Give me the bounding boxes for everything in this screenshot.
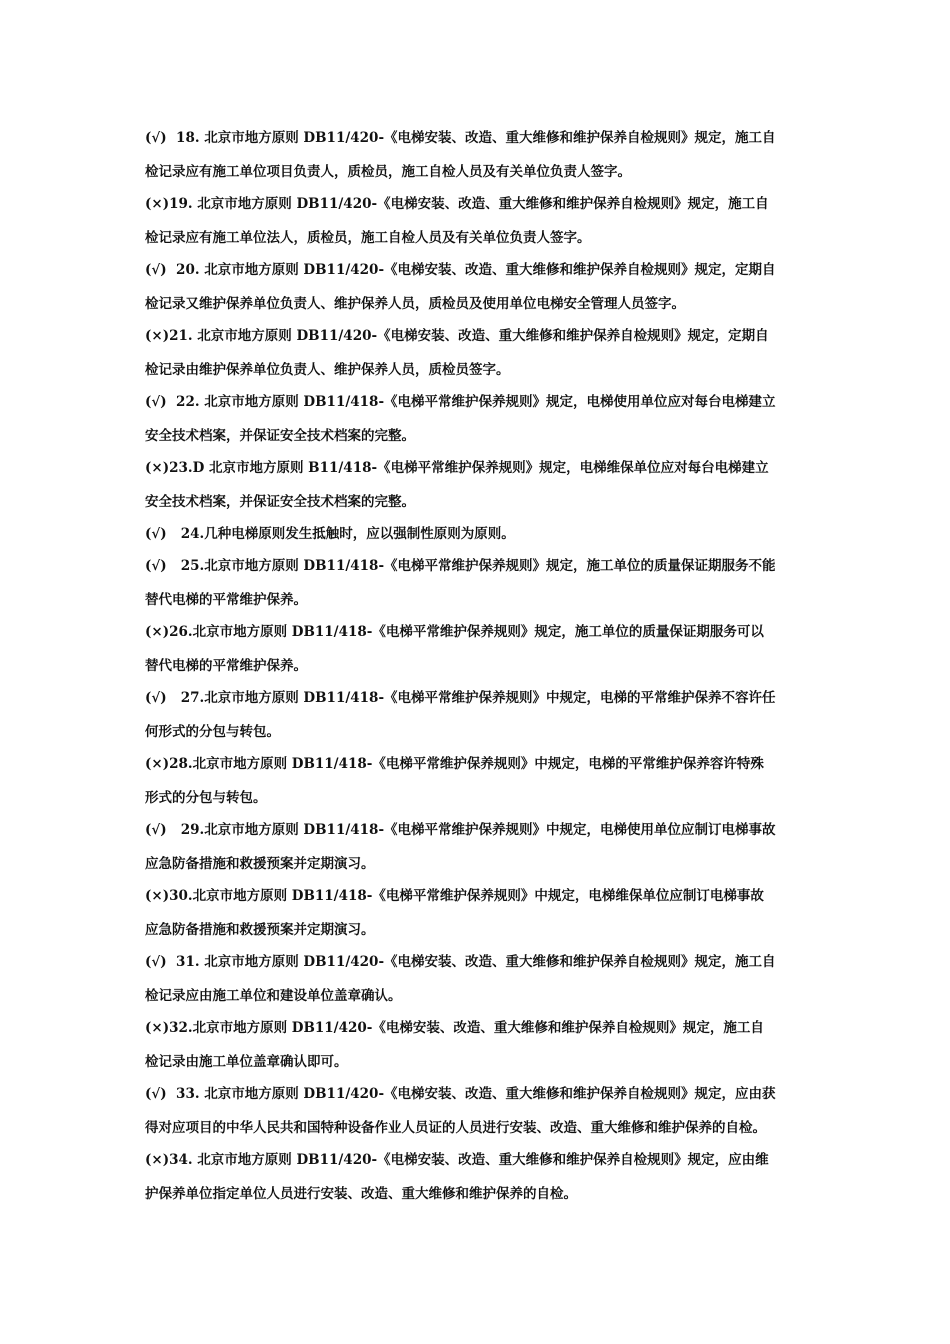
- question-text-continued: 检记录又维护保养单位负责人、维护保养人员，质检员及使用单位电梯安全管理人员签字。: [145, 296, 685, 312]
- question-text: (×)26.北京市地方原则 DB11/418-《电梯平常维护保养规则》规定，施工单位的质量保证期服务可以: [145, 624, 764, 640]
- question-text-continued: 替代电梯的平常维护保养。: [145, 658, 307, 674]
- question-item: [145, 128, 815, 182]
- question-item: [145, 1150, 815, 1204]
- question-item: [145, 886, 815, 940]
- question-text: (×)23.D 北京市地方原则 B11/418-《电梯平常维护保养规则》规定，电梯维保单位应对每台电梯建立: [145, 460, 769, 476]
- question-text-continued: 安全技术档案，并保证安全技术档案的完整。: [145, 428, 415, 444]
- question-text: (×)34. 北京市地方原则 DB11/420-《电梯安装、改造、重大维修和维护保养自检规则》规定，应由维: [145, 1152, 769, 1168]
- question-text: (√) 18. 北京市地方原则 DB11/420-《电梯安装、改造、重大维修和维护保养自检规则》规定，施工自: [145, 130, 776, 146]
- question-item: [145, 326, 815, 380]
- question-text-continued: 应急防备措施和救援预案并定期演习。: [145, 856, 375, 872]
- question-text-continued: 何形式的分包与转包。: [145, 724, 280, 740]
- question-text: (√) 20. 北京市地方原则 DB11/420-《电梯安装、改造、重大维修和维护保养自检规则》规定，定期自: [145, 262, 776, 278]
- question-text: (√) 22. 北京市地方原则 DB11/418-《电梯平常维护保养规则》规定，电梯使用单位应对每台电梯建立: [145, 394, 776, 410]
- question-text-continued: 替代电梯的平常维护保养。: [145, 592, 307, 608]
- question-text: (×)28.北京市地方原则 DB11/418-《电梯平常维护保养规则》中规定，电梯的平常维护保养容许特殊: [145, 756, 764, 772]
- question-text-continued: 得对应项目的中华人民共和国特种设备作业人员证的人员进行安装、改造、重大维修和维护保养的自检。: [145, 1120, 766, 1136]
- question-text-continued: 检记录由施工单位盖章确认即可。: [145, 1054, 348, 1070]
- question-text: (√) 27.北京市地方原则 DB11/418-《电梯平常维护保养规则》中规定，电梯的平常维护保养不容许任: [145, 690, 776, 706]
- question-text-continued: 检记录应有施工单位法人，质检员，施工自检人员及有关单位负责人签字。: [145, 230, 591, 246]
- question-item: [145, 260, 815, 314]
- question-text: (×)32.北京市地方原则 DB11/420-《电梯安装、改造、重大维修和维护保养自检规则》规定，施工自: [145, 1020, 764, 1036]
- question-text-continued: 检记录应有施工单位项目负责人，质检员，施工自检人员及有关单位负责人签字。: [145, 164, 631, 180]
- question-text-continued: 形式的分包与转包。: [145, 790, 267, 806]
- question-item: [145, 194, 815, 248]
- question-text-continued: 护保养单位指定单位人员进行安装、改造、重大维修和维护保养的自检。: [145, 1186, 577, 1202]
- question-item: [145, 952, 815, 1006]
- question-item: [145, 1018, 815, 1072]
- question-text: (×)30.北京市地方原则 DB11/418-《电梯平常维护保养规则》中规定，电梯维保单位应制订电梯事故: [145, 888, 764, 904]
- question-item: [145, 458, 815, 512]
- question-text-continued: 应急防备措施和救援预案并定期演习。: [145, 922, 375, 938]
- question-text-continued: 检记录由维护保养单位负责人、维护保养人员，质检员签字。: [145, 362, 510, 378]
- question-item: [145, 688, 815, 742]
- question-text: (√) 31. 北京市地方原则 DB11/420-《电梯安装、改造、重大维修和维护保养自检规则》规定，施工自: [145, 954, 776, 970]
- question-text-continued: 安全技术档案，并保证安全技术档案的完整。: [145, 494, 415, 510]
- question-item: [145, 754, 815, 808]
- question-item: [145, 820, 815, 874]
- question-text: (√) 29.北京市地方原则 DB11/418-《电梯平常维护保养规则》中规定，电梯使用单位应制订电梯事故: [145, 822, 776, 838]
- question-item: [145, 556, 815, 610]
- question-item: [145, 1084, 815, 1138]
- question-text: (×)21. 北京市地方原则 DB11/420-《电梯安装、改造、重大维修和维护保养自检规则》规定，定期自: [145, 328, 769, 344]
- question-text-continued: 检记录应由施工单位和建设单位盖章确认。: [145, 988, 402, 1004]
- question-text: (√) 33. 北京市地方原则 DB11/420-《电梯安装、改造、重大维修和维护保养自检规则》规定，应由获: [145, 1086, 776, 1102]
- question-item: [145, 392, 815, 446]
- question-text: (√) 24.几种电梯原则发生抵触时，应以强制性原则为原则。: [145, 526, 515, 542]
- question-item: [145, 524, 815, 544]
- question-text: (√) 25.北京市地方原则 DB11/418-《电梯平常维护保养规则》规定，施工单位的质量保证期服务不能: [145, 558, 776, 574]
- question-text: (×)19. 北京市地方原则 DB11/420-《电梯安装、改造、重大维修和维护保养自检规则》规定，施工自: [145, 196, 769, 212]
- question-item: [145, 622, 815, 676]
